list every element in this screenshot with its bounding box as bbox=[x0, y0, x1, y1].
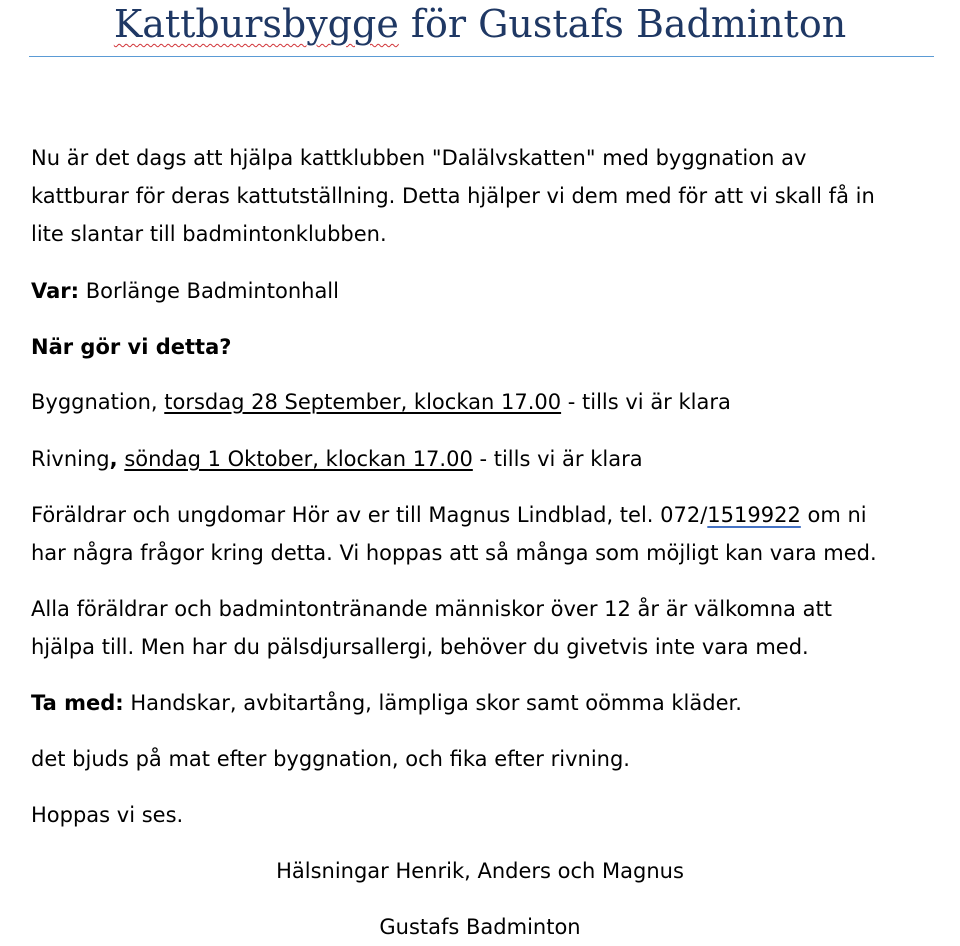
bring-paragraph bbox=[31, 684, 931, 722]
teardown-comma: , bbox=[109, 447, 118, 471]
parents-line-2: har några frågor kring detta. Vi hoppas att så många som möjligt kan vara med. bbox=[31, 541, 877, 565]
parents-line-1 bbox=[31, 496, 931, 534]
intro-line-2: kattburar för deras kattutställning. Detta hjälper vi dem med för att vi skall få in bbox=[31, 184, 875, 208]
all-line-1: Alla föräldrar och badmintontränande människor över 12 år är välkomna att bbox=[31, 597, 832, 621]
hope-paragraph: Hoppas vi ses. bbox=[31, 803, 184, 827]
intro-line-1: Nu är det dags att hjälpa kattklubben "Dalälvskatten" med byggnation av bbox=[31, 146, 807, 170]
teardown-prefix: Rivning bbox=[31, 447, 110, 471]
location-value: Borlänge Badmintonhall bbox=[79, 279, 339, 303]
parents-line-1-prefix: Föräldrar och ungdomar Hör av er till Magnus Lindblad, tel. 072/ bbox=[31, 503, 708, 527]
food-paragraph: det bjuds på mat efter byggnation, och fika efter rivning. bbox=[31, 747, 630, 771]
club-signature: Gustafs Badminton bbox=[379, 915, 581, 939]
greeting-signature: Hälsningar Henrik, Anders och Magnus bbox=[276, 859, 684, 883]
build-prefix: Byggnation, bbox=[31, 390, 165, 414]
title-divider bbox=[29, 56, 934, 57]
teardown-paragraph bbox=[31, 440, 931, 478]
parents-line-1-suffix: om ni bbox=[800, 503, 867, 527]
bring-value: Handskar, avbitartång, lämpliga skor samt oömma kläder. bbox=[123, 691, 742, 715]
title-rest: för Gustafs Badminton bbox=[398, 2, 847, 46]
intro-line-3: lite slantar till badmintonklubben. bbox=[31, 222, 387, 246]
build-paragraph bbox=[31, 383, 931, 421]
bring-label: Ta med: bbox=[31, 691, 124, 715]
title-misspelled-word: Kattbursbygge bbox=[113, 2, 399, 46]
build-date: torsdag 28 September, klockan 17.00 bbox=[164, 390, 562, 414]
phone-number-tail: 1519922 bbox=[707, 503, 801, 527]
teardown-date: söndag 1 Oktober, klockan 17.00 bbox=[124, 447, 473, 471]
all-line-2: hjälpa till. Men har du pälsdjursallergi, behöver du givetvis inte vara med. bbox=[31, 635, 809, 659]
when-heading bbox=[31, 328, 931, 366]
build-suffix: - tills vi är klara bbox=[561, 390, 731, 414]
location-paragraph bbox=[31, 272, 931, 310]
location-label: Var: bbox=[31, 279, 80, 303]
document-title bbox=[0, 0, 960, 52]
when-heading-text: När gör vi detta? bbox=[31, 335, 232, 359]
teardown-suffix: - tills vi är klara bbox=[472, 447, 643, 471]
